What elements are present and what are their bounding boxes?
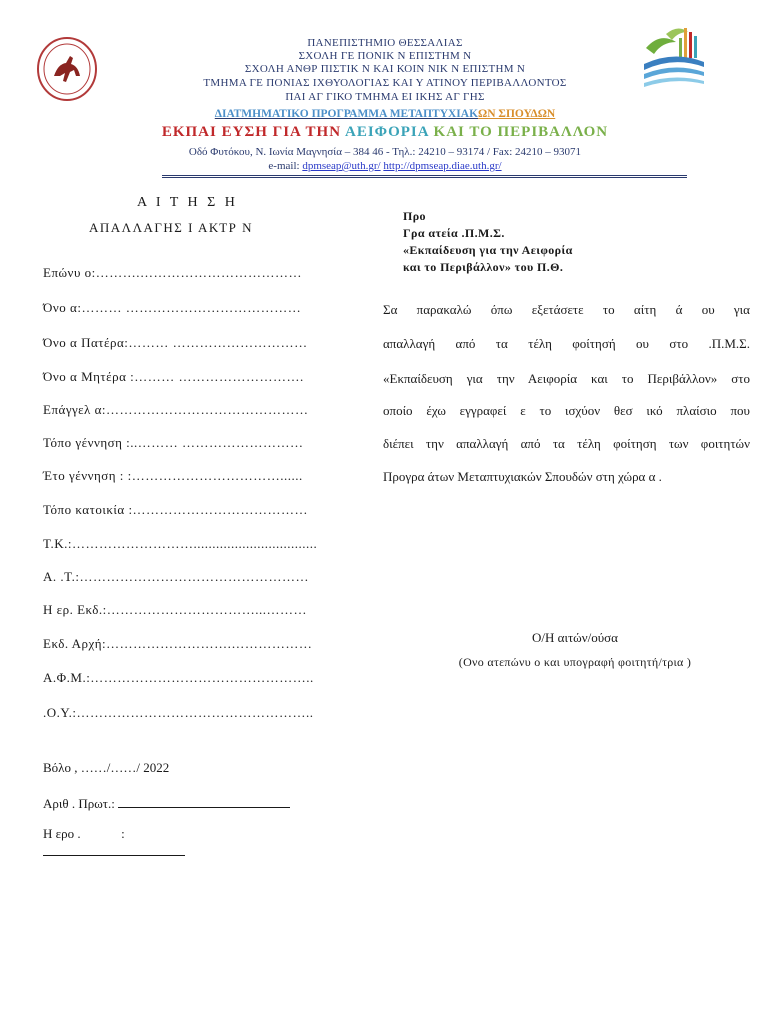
body-line-1: Σα παρακαλώ όπω εξετάσετε το αίτη ά ου για: [383, 302, 750, 317]
program-title: [0, 124, 770, 141]
date-registered-line: [43, 826, 125, 842]
field-id-number[interactable]: Α. .Τ.:……………………………………………: [43, 569, 309, 584]
date-registered-field[interactable]: [43, 855, 185, 856]
date-registered-colon: :: [121, 826, 125, 841]
email-link[interactable]: dpmseap@uth.gr/: [302, 160, 381, 172]
department-name-1: ΤΜΗΜΑ ΓΕ ΠΟΝΙΑΣ ΙΧΘΥΟΛΟΓΙΑΣ ΚΑΙ Υ ΑΤΙΝΟΥ ΠΕΡΙΒΑΛΛΟΝΤΟΣ: [203, 77, 567, 89]
website-link[interactable]: http://dpmseap.diae.uth.gr/: [383, 160, 502, 172]
university-name: ΠΑΝΕΠΙΣΤΗΜΙΟ ΘΕΣΣΑΛΙΑΣ: [307, 37, 463, 49]
field-tax-office[interactable]: .Ο.Υ.:……………………………………………..: [43, 705, 314, 720]
field-issuing-authority[interactable]: Εκδ. Αρχή:……………………….………………: [43, 636, 313, 651]
protocol-number-field[interactable]: [118, 794, 290, 808]
field-profession[interactable]: Επάγγελ α:………………………………………: [43, 402, 309, 417]
protocol-line: [43, 794, 290, 812]
field-residence[interactable]: Τόπο κατοικία :…………………………………: [43, 502, 309, 517]
field-birth-year[interactable]: Έτο γέννηση : :……………………………......: [43, 468, 303, 483]
header-divider: [162, 175, 687, 176]
field-tax-number[interactable]: Α.Φ.Μ.:…………………………………………..: [43, 670, 314, 685]
header-divider-2: [162, 177, 687, 178]
recipient-line-1: Προ: [403, 209, 426, 223]
signature-hint: (Ονο ατεπώνυ ο και υπογραφή φοιτητή/τρια ): [458, 655, 692, 669]
program-name-part2: ΩΝ ΣΠΟΥΔΩΝ: [478, 108, 556, 120]
body-line-6: Προγρα άτων Μεταπτυχιακών Σπουδών στη χώρα α .: [383, 469, 662, 484]
address-line: Οδό Φυτόκου, Ν. Ιωνία Μαγνησία – 384 46 - Τηλ.: 24210 – 93174 / Fax: 24210 – 93071: [188, 146, 582, 158]
contact-line: [0, 160, 770, 172]
program-title-part2: ΑΕΙΦΟΡΙΑ: [344, 124, 429, 140]
school-name-2: ΣΧΟΛΗ ΑΝΘΡ ΠΙΣΤΙΚ Ν ΚΑΙ ΚΟΙΝ ΝΙΚ Ν ΕΠΙΣΤΗΜ Ν: [244, 63, 526, 75]
form-subtitle: ΑΠΑΛΛΑΓΗΣ Ι ΑΚΤΡ Ν: [89, 220, 254, 235]
field-mother-name[interactable]: Όνο α Μητέρα :……… ……………………….: [43, 369, 304, 384]
recipient-line-4: και το Περιβάλλον» του Π.Θ.: [403, 260, 564, 274]
email-prefix: e-mail:: [268, 160, 300, 172]
body-line-4: οποίο έχω εγγραφεί ε το ισχύον θεσ ικό πλαίσιο που: [383, 403, 750, 418]
body-line-3: «Εκπαίδευση για την Αειφορία και το Περιβάλλον» στο: [383, 371, 750, 386]
field-postal-code[interactable]: Τ.Κ.:……………………….................................: [43, 536, 318, 551]
recipient-block: [403, 208, 573, 276]
recipient-line-2: Γρα ατεία .Π.Μ.Σ.: [403, 226, 505, 240]
field-father-name[interactable]: Όνο α Πατέρα:……… …………………………: [43, 335, 308, 350]
field-birthplace[interactable]: Τόπο γέννηση :..……… ………………………: [43, 435, 304, 450]
field-first-name[interactable]: Όνο α:……… …………………………………: [43, 300, 302, 315]
body-line-2: απαλλαγή από τα τέλη φοίτησή ου στο .Π.Μ.Σ.: [383, 336, 750, 351]
field-surname[interactable]: Επώνυ ο:……….………………………………: [43, 265, 302, 280]
signature-label: Ο/Η αιτών/ούσα: [532, 630, 618, 645]
recipient-line-3: «Εκπαίδευση για την Αειφορία: [403, 243, 573, 257]
field-issue-date[interactable]: Η ερ. Εκδ.:……………………………...………: [43, 602, 308, 617]
body-line-5: διέπει την απαλλαγή από τα τέλη φοίτηση των φοιτητών: [383, 436, 750, 451]
date-line[interactable]: Βόλο , ……/……/ 2022: [43, 760, 170, 775]
program-name: [0, 108, 770, 120]
program-title-part3: ΚΑΙ ΤΟ ΠΕΡΙΒΑΛΛΟΝ: [433, 124, 609, 140]
department-name-2: ΠΑΙ ΑΓ ΓΙΚΟ ΤΜΗΜΑ ΕΙ ΙΚΗΣ ΑΓ ΓΗΣ: [285, 91, 485, 103]
protocol-label: Αριθ . Πρωτ.:: [43, 796, 115, 811]
program-title-part1: ΕΚΠΑΙ ΕΥΣΗ ΓΙΑ ΤΗΝ: [161, 124, 342, 140]
program-name-part1: ΔΙΑΤΜΗΜΑΤΙΚΟ ΠΡΟΓΡΑΜΜΑ ΜΕΤΑΠΤΥΧΙΑΚ: [214, 108, 479, 120]
date-registered-label: Η ερο .: [43, 826, 81, 841]
form-title: Α Ι Τ Η Σ Η: [137, 195, 238, 210]
school-name-1: ΣΧΟΛΗ ΓΕ ΠΟΝΙΚ Ν ΕΠΙΣΤΗΜ Ν: [298, 50, 472, 62]
